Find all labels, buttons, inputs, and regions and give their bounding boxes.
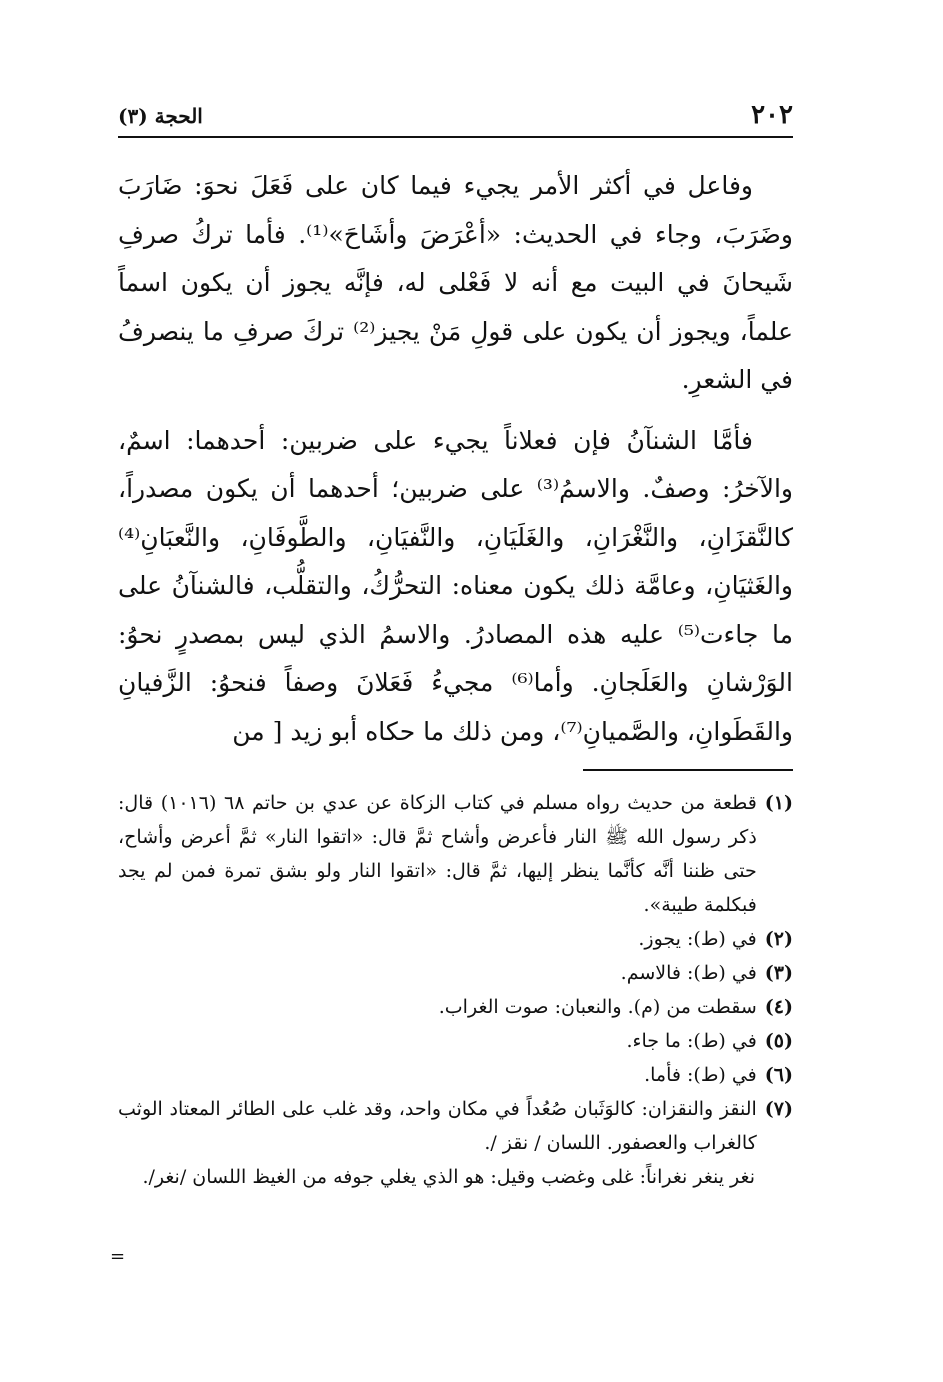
footnote-number: (٤) — [764, 996, 793, 1018]
footnote-number: (٢) — [764, 928, 793, 950]
footnote-number: (١) — [764, 792, 793, 814]
footnote — [118, 922, 793, 956]
footnote-text: في (ط): فالاسم. — [620, 962, 757, 984]
footnote-text: في (ط): فأما. — [644, 1064, 757, 1086]
footnote-text: سقطت من (م). والنعبان: صوت الغراب. — [438, 996, 757, 1018]
footnotes — [118, 786, 793, 1194]
page-header — [118, 96, 793, 138]
page-number: ٢٠٢ — [751, 100, 793, 130]
footnote-number: (٣) — [764, 962, 793, 984]
footnote-separator — [583, 769, 793, 771]
footnote — [118, 956, 793, 990]
footnote-text: النقز والنقزان: كالوَثَبان صُعُداً في مكان واحد، وقد غلب على الطائر المعتاد الوثب كالغراب والعصفور. اللسان / نقز /. — [118, 1098, 757, 1154]
footnote-number: (٦) — [764, 1064, 793, 1086]
main-text — [118, 162, 793, 756]
footnote — [118, 1092, 793, 1160]
footnote-text: قطعة من حديث رواه مسلم في كتاب الزكاة عن عدي بن حاتم ٦٨ (١٠١٦) قال: ذكر رسول الله ﷺ النار فأعرض وأشاح ثمَّ قال: «اتقوا النار» ثمَّ أعرض وأشاح، حتى ظننا أنَّه كأنَّما ينظر إليها، ثمَّ قال: «اتقوا النار ولو بشق تمرة فمن لم يجد فبكلمة طيبة». — [118, 792, 757, 916]
footnote-text: في (ط): يجوز. — [638, 928, 757, 950]
paragraph: وفاعل في أكثر الأمر يجيء فيما كان على فَعَلَ نحوَ: ضَارَبَ وضَرَبَ، وجاء في الحديث: «أعْرَضَ وأشَاحَ»⁽¹⁾. فأما تركُ صرفِ شَيحانَ في البيت مع أنه لا فَعْلى له، فإنَّه يجوز أن يكون اسماً علماً، ويجوز أن يكون على قولِ مَنْ يجيز⁽²⁾ تركَ صرفِ ما ينصرفُ في الشعرِ. — [118, 171, 793, 394]
footnote — [118, 990, 793, 1024]
footnote-number: (٥) — [764, 1030, 793, 1052]
footnote — [118, 786, 793, 922]
running-title: الحجة (٣) — [118, 104, 203, 128]
footnote-number: (٧) — [764, 1098, 793, 1120]
paragraph: فأمَّا الشنآنُ فإن فعلاناً يجيء على ضربين: أحدهما: اسمٌ، والآخرُ: وصفٌ. والاسمُ⁽³⁾ على ضربين؛ أحدهما أن يكون مصدراً، كالنَّقزَانِ، والنَّغْرَانِ، والغَلَيَانِ، والنَّفيَانِ، والطَّوفَانِ، والنَّعبَانِ⁽⁴⁾ والغَثيَانِ، وعامَّة ذلك يكون معناه: التحرُّكُ، والتقلُّب، فالشنآنُ على ما جاءت⁽⁵⁾ عليه هذه المصادرُ. والاسمُ الذي ليس بمصدرٍ نحوُ: الوَرْشانِ والعَلَجانِ. وأما⁽⁶⁾ مجيءُ فَعَلانَ وصفاً فنحوُ: الزَّفيانِ والقَطَوانِ، والصَّميانِ⁽⁷⁾، ومن ذلك ما حكاه أبو زيد [ من — [118, 425, 793, 746]
footnote-text: في (ط): ما جاء. — [626, 1030, 757, 1052]
footnote — [118, 1058, 793, 1092]
footnote-continuation: نغر ينغر نغراناً: غلى وغضب وقيل: هو الذي يغلي جوفه من الغيظ اللسان /نغر/. — [142, 1166, 755, 1188]
footnote — [118, 1024, 793, 1058]
continuation-mark: = — [110, 1246, 126, 1267]
